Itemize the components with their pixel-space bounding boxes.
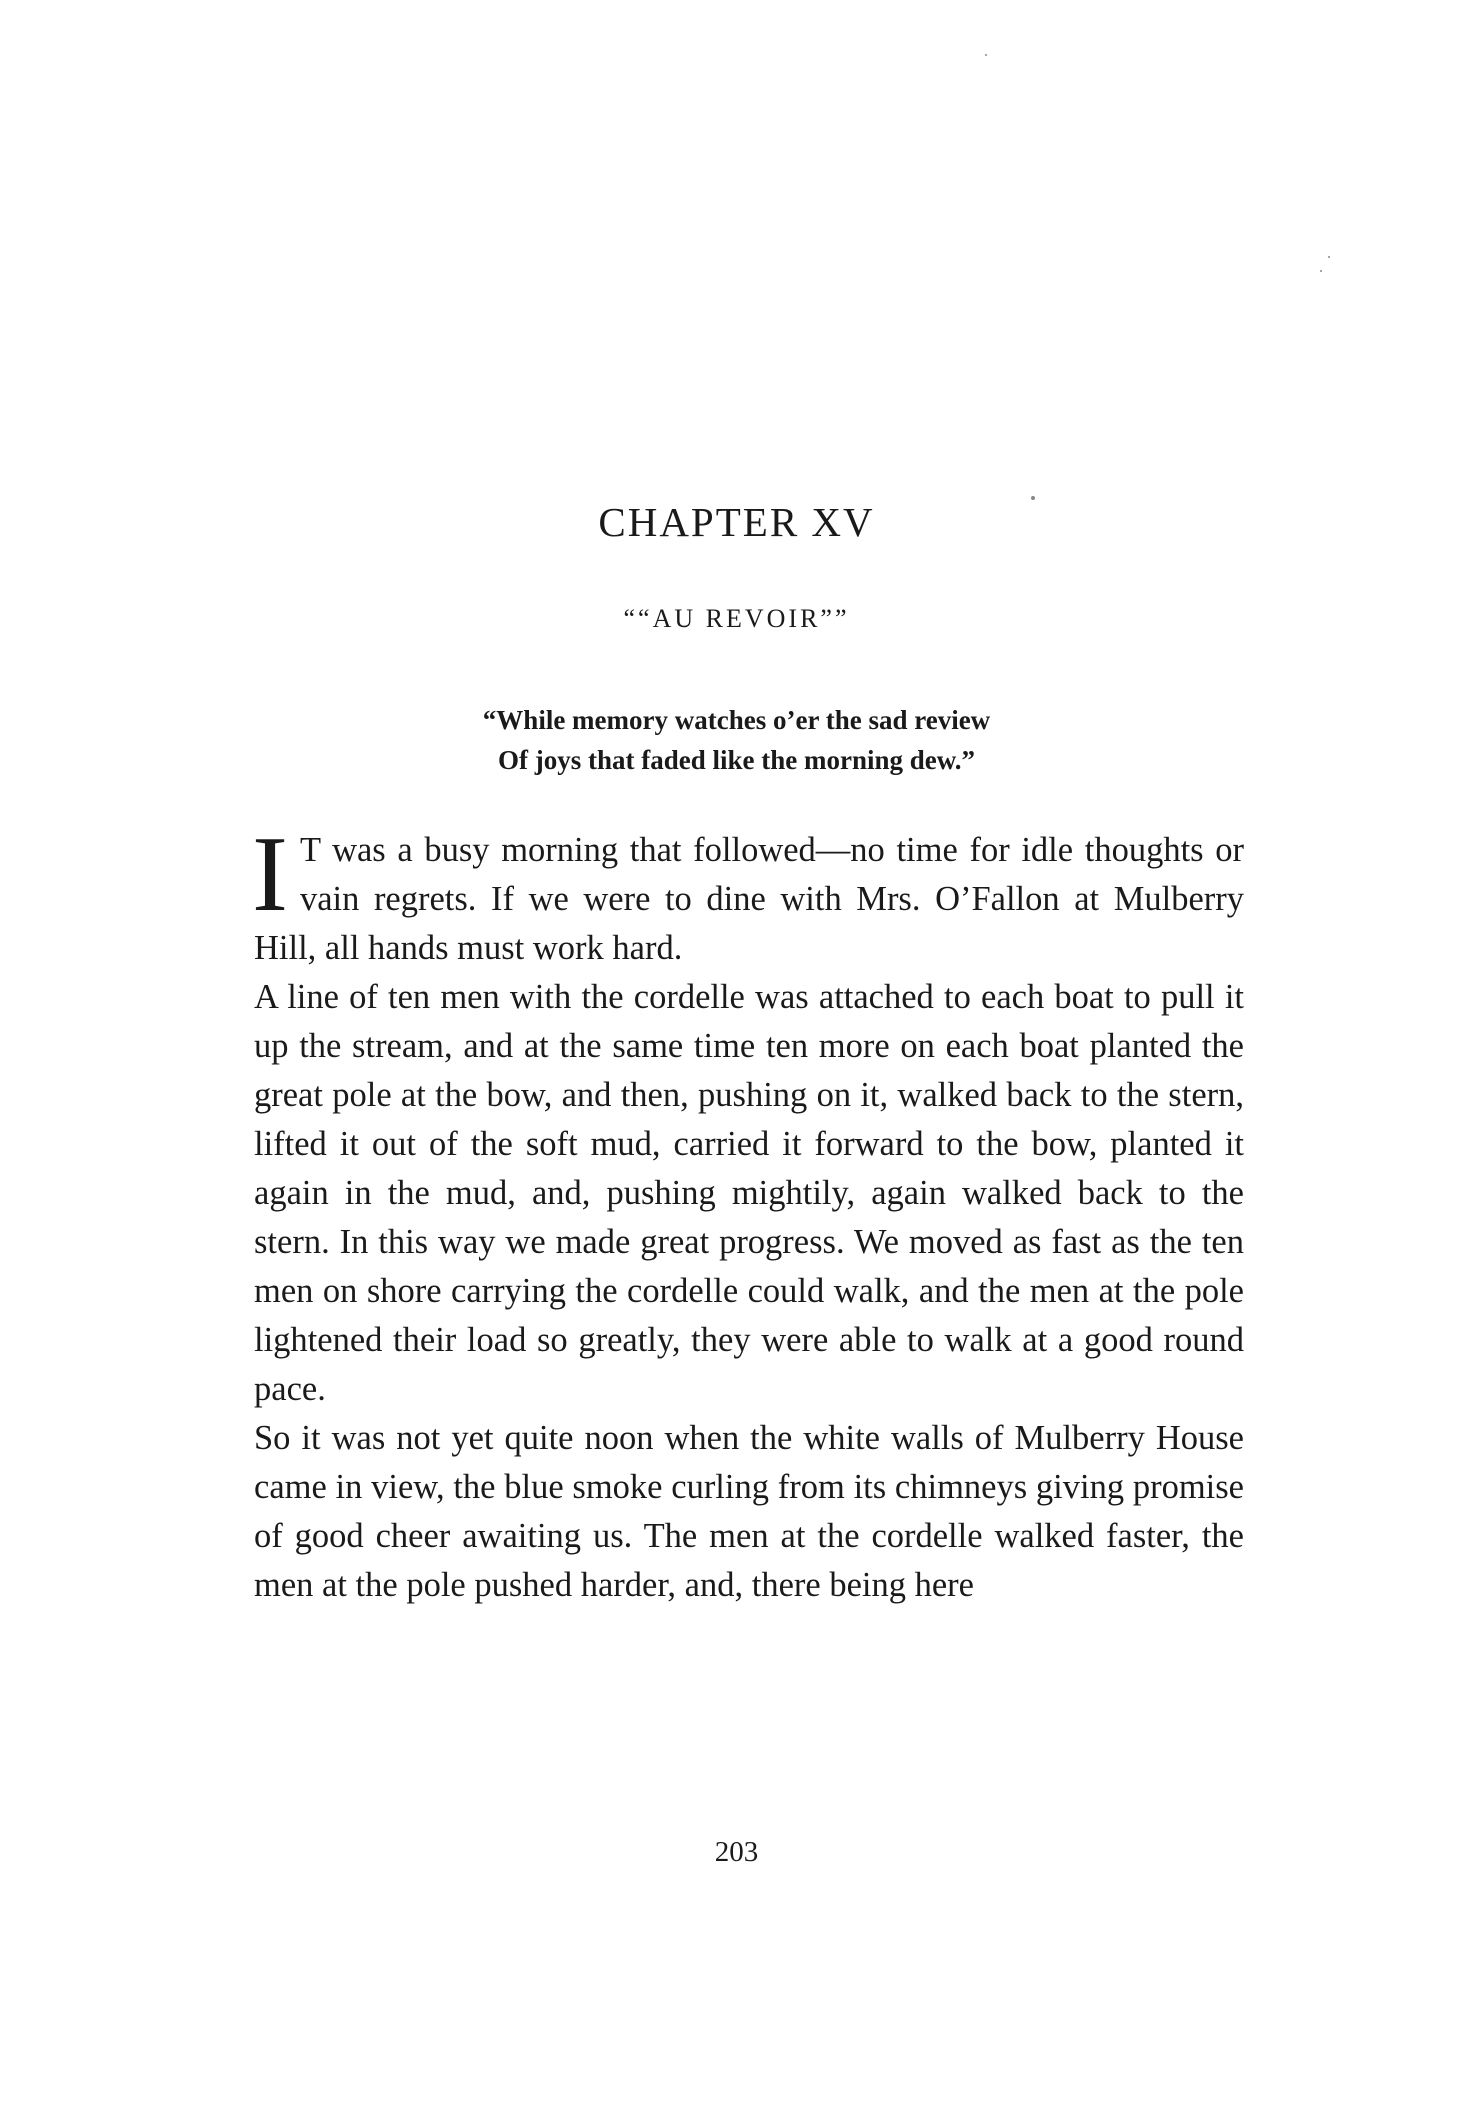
page-number: 203: [714, 1836, 759, 1868]
scan-speck: [1031, 496, 1035, 500]
paragraph-1: [252, 815, 1244, 973]
drop-cap: I: [252, 815, 288, 934]
chapter-subtitle: ““AU REVOIR””: [623, 604, 850, 633]
scan-speck: [985, 54, 987, 56]
paragraph-1-text: T was a busy morning that followed—no time for idle thoughts or vain regrets. If we were to dine with Mrs. O’Fallon at Mulberry Hill, all hands must work hard.: [254, 831, 1244, 967]
scan-speck: [1328, 256, 1330, 258]
chapter-title: CHAPTER XV: [598, 499, 875, 545]
epigraph-line-2: Of joys that faded like the morning dew.”: [497, 745, 975, 775]
body-text: [252, 815, 1244, 1610]
epigraph: [0, 700, 1473, 780]
paragraph-2: A line of ten men with the cordelle was attached to each boat to pull it up the stream, and at the same time ten more on each boat planted the great pole at the bow, and then, pushing on it, walked back to the stern, lifted it out of the soft mud, carried it forward to the bow, planted it again in the mud, and, pushing mightily, again walked back to the stern. In this way we made great progress. We moved as fast as the ten men on shore carrying the cordelle could walk, and the men at the pole lightened their load so greatly, they were able to walk at a good round pace.: [254, 978, 1244, 1408]
paragraph-3: So it was not yet quite noon when the white walls of Mulberry House came in view, the blue smoke curling from its chimneys giving promise of good cheer awaiting us. The men at the cordelle walked faster, the men at the pole pushed harder, and, there being here: [254, 1419, 1244, 1604]
scan-speck: [1320, 270, 1322, 272]
epigraph-line-1: “While memory watches o’er the sad review: [482, 705, 991, 735]
